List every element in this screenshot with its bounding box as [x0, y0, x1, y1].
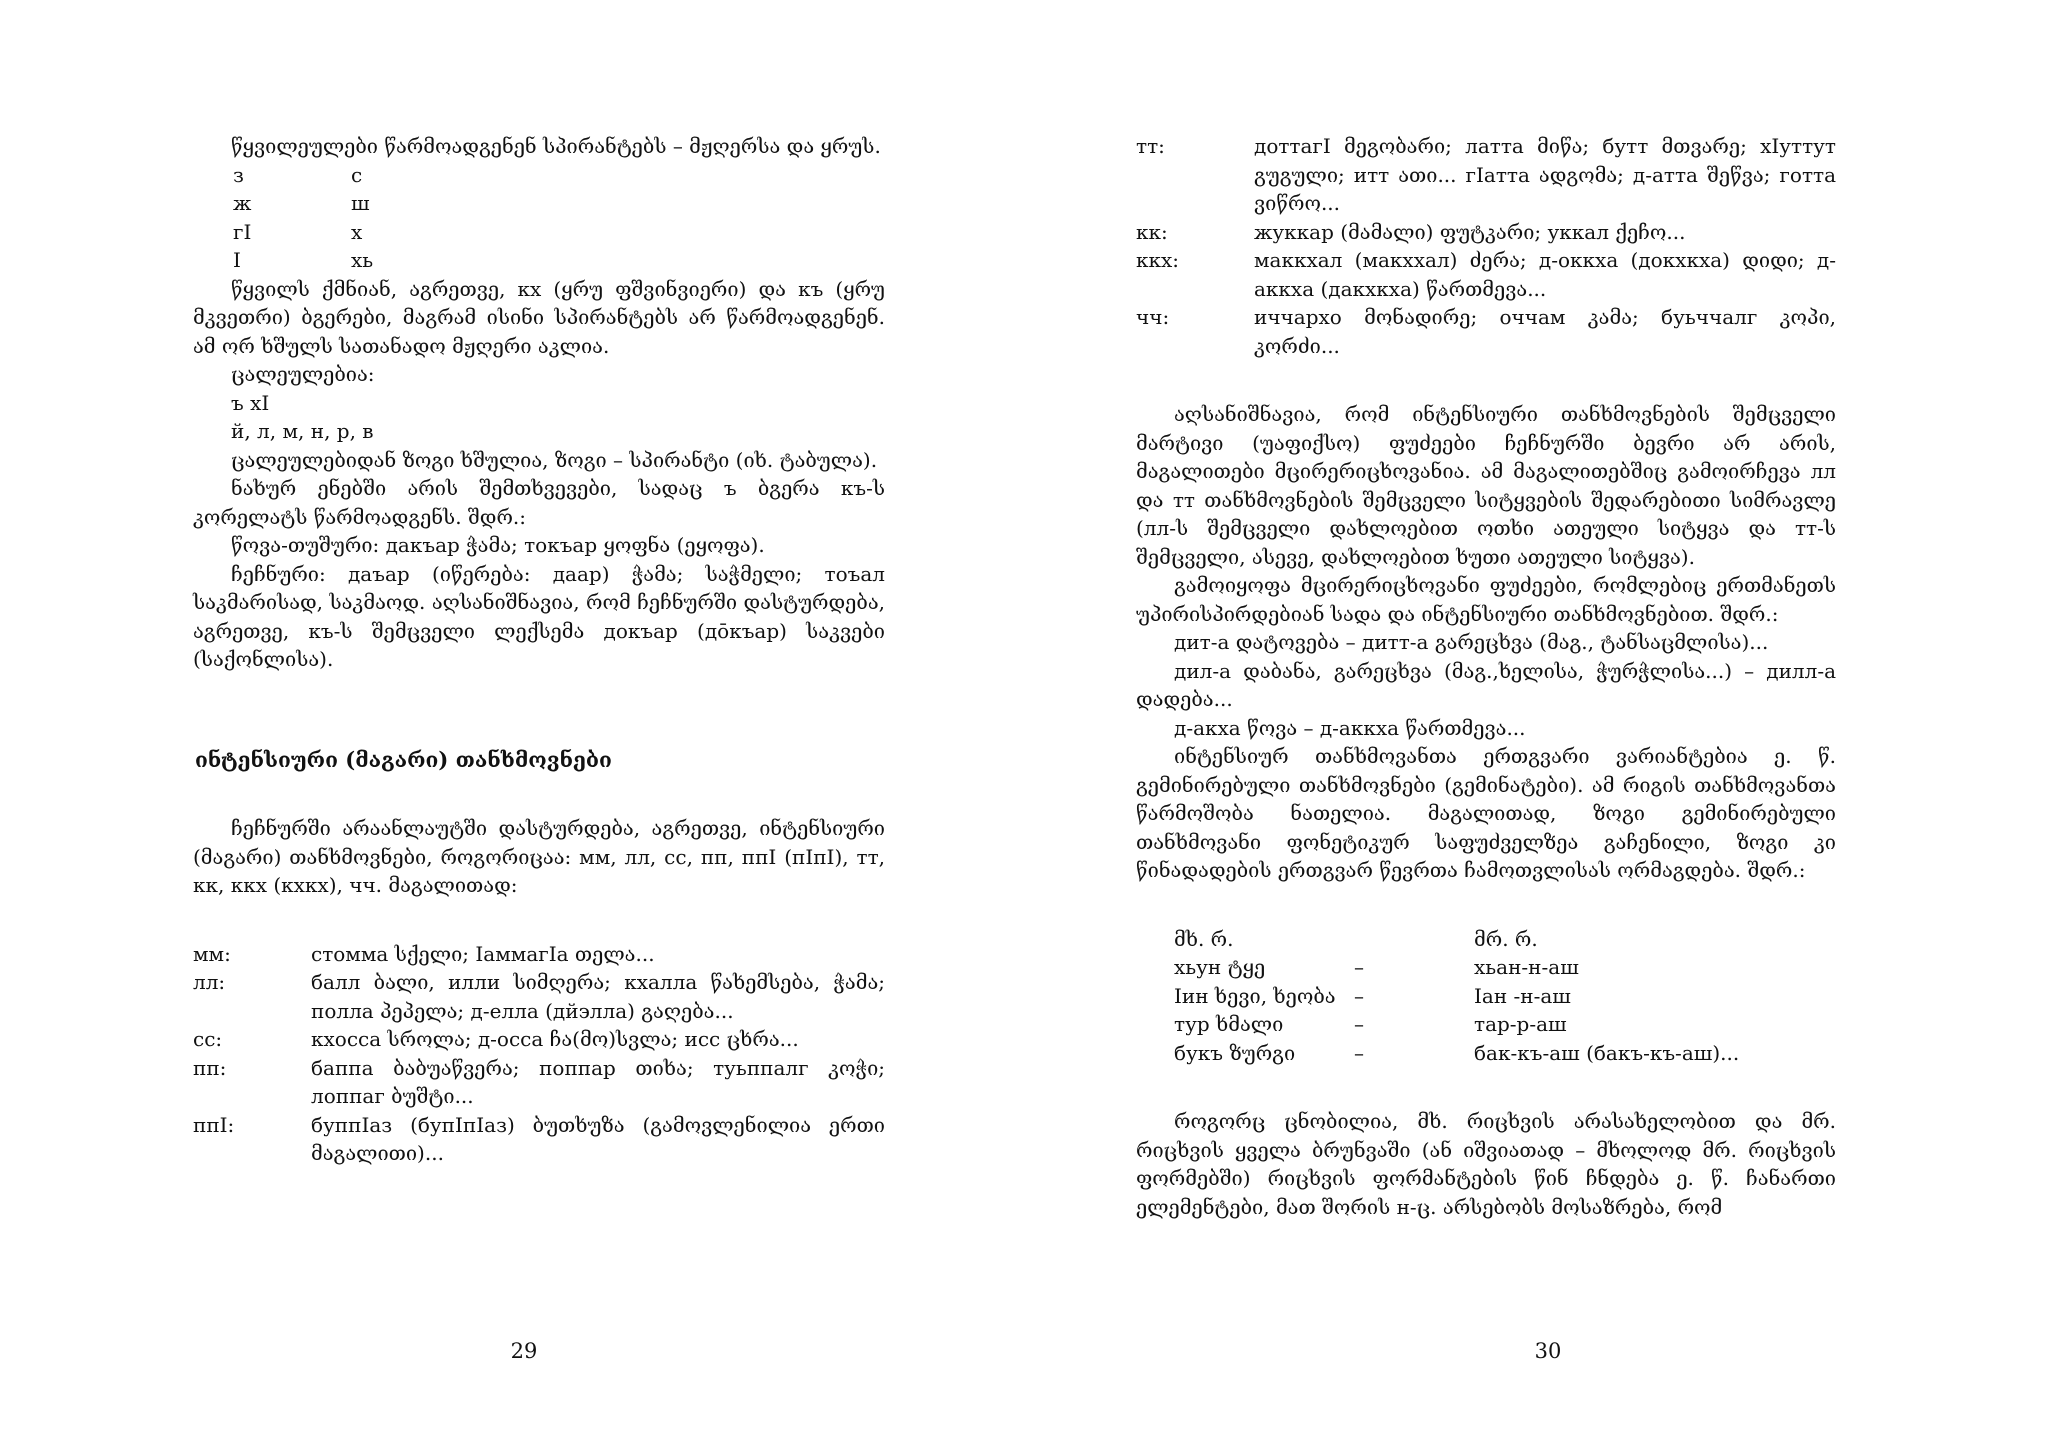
left-text-column — [193, 132, 885, 1168]
pair-voiceless: х — [351, 219, 363, 244]
example-row — [1136, 303, 1836, 360]
minimal-pair-2: дил-а დაბანა, გარეცხვა (მაგ.,ხელისა, ჭურჭლისა...) – дилл-а დადება... — [1136, 658, 1836, 711]
column-plural: მრ. რ. — [1474, 926, 1538, 951]
example-key: ппI: — [193, 1112, 235, 1137]
pair-voiced: I — [233, 248, 241, 272]
cell-singular: тур ხმალი — [1174, 1012, 1284, 1036]
example-value: балл ბალი, илли სიმღერა; кхалла წახემსება, ჭამა; полла პეპელა; д-елла (дйэлла) გაღება... — [311, 970, 885, 1023]
pair-voiced: ж — [233, 191, 252, 215]
minimal-pair-3: д-акха წოვა – д-аккха წართმევა... — [1174, 715, 1526, 740]
example-key: ккх: — [1136, 248, 1180, 272]
example-value: стомма სქელი; IаммагIа თელა... — [311, 941, 655, 966]
minimal-pair-1: дит-а დატოვება – дитт-а გარეცხვა (მაგ., ტანსაცმლისა)... — [1174, 630, 1769, 654]
example-row — [193, 940, 885, 969]
plural-table — [1174, 925, 1836, 1068]
example-key: чч: — [1136, 305, 1170, 329]
right-page — [1024, 0, 2048, 1447]
spacer — [1136, 360, 1836, 400]
paragraph-chech: ჩეჩნური: даъар (იწერება: даар) ჭამა; საჭმელი; тоъал საკმარისად, საკმაოდ. აღსანიშნავია, რომ ჩეჩნურში დასტურდება, აგრეთვე, къ-ს შემცველი ლექსემა докъар (дōкъар) საკვები (საქონლისა). — [193, 561, 885, 671]
single-label: ცალეულებია: — [231, 362, 375, 386]
example-value: иччархо მონადირე; оччам კამა; буьччалг კოპი, კორძი... — [1254, 305, 1836, 358]
spacer — [1136, 1067, 1836, 1107]
example-key: сс: — [193, 1027, 223, 1051]
section-heading: ინტენსიური (მაგარი) თანხმოვნები — [195, 746, 612, 772]
cell-plural: хьан-н-аш — [1474, 955, 1579, 979]
example-value: жуккар (მამალი) ფუტკარი; уккал ქეჩო... — [1254, 219, 1686, 244]
cell-singular: хьун ტყე — [1174, 955, 1266, 979]
cell-dash: – — [1354, 1012, 1364, 1036]
paragraph-pairs-note: წყვილს ქმნიან, აგრეთვე, кх (ყრუ ფშვინვიერი) და къ (ყრუ მკვეთრი) ბგერები, მაგრამ ისინი სპირანტებს არ წარმოადგენენ. ამ ორ ხშულს სათანადო მჟღერი აკლია. — [193, 276, 885, 358]
pair-voiceless: ш — [351, 191, 370, 215]
paragraph-ka: ნახურ ენებში არის შემთხვევები, სადაც ъ ბგერა къ-ს კორელატს წარმოადგენს. შდრ.: — [193, 476, 885, 529]
cell-dash: – — [1354, 983, 1364, 1008]
examples-list — [193, 940, 885, 1168]
paragraph-single-note: ცალეულებიდან ზოგი ხშულია, ზოგი – სპირანტი (იხ. ტაბულა). — [231, 447, 878, 472]
right-text-column — [1136, 132, 1836, 1221]
example-row — [193, 1111, 885, 1168]
page-number: 29 — [510, 1339, 538, 1363]
cell-plural: тар-р-аш — [1474, 1012, 1567, 1036]
table-row — [1174, 953, 1836, 982]
single-list-1: ъ хI — [231, 390, 270, 415]
pair-row — [231, 161, 885, 190]
example-key: пп: — [193, 1055, 227, 1080]
cell-dash: – — [1354, 955, 1364, 979]
example-key: тт: — [1136, 134, 1165, 158]
pair-voiced: гI — [233, 219, 252, 244]
paragraph-intensive: ჩეჩნურში არაანლაუტში დასტურდება, აგრეთვე, ინტენსიური (მაგარი) თანხმოვნები, როგორიცაა: мм, лл, сс, пп, ппI (пIпI), тт, кк, ккх (кхкх), чч. მაგალითად: — [193, 816, 885, 897]
cell-singular: букъ ზურგი — [1174, 1040, 1296, 1065]
page-number: 30 — [1534, 1339, 1562, 1363]
paragraph-note-2: გამოიყოფა მცირერიცხოვანი ფუძეები, რომლებიც ერთმანეთს უპირისპირდებიან სადა და ინტენსიური თანხმოვნებით. შდრ.: — [1136, 573, 1836, 626]
pair-voiceless: хь — [351, 248, 374, 272]
example-row — [1136, 218, 1836, 247]
pair-voiceless: с — [351, 162, 363, 187]
pair-row — [231, 246, 885, 275]
pair-voiced: з — [233, 162, 244, 187]
table-row — [1174, 1039, 1836, 1068]
example-value: буппIаз (бупIпIаз) ბუთხუზა (გამოვლენილია ერთი მაგალითი)... — [311, 1112, 885, 1165]
table-row — [1174, 1010, 1836, 1039]
spacer — [1136, 885, 1836, 925]
spacer — [193, 900, 885, 940]
column-spacer — [1354, 925, 1474, 954]
example-row — [193, 968, 885, 1025]
example-key: кк: — [1136, 219, 1168, 244]
column-singular: მხ. რ. — [1174, 926, 1234, 951]
example-key: мм: — [193, 941, 231, 966]
example-value: баппа ბაბუაწვერა; поппар თიხა; туьппалг კოჭი; лоппаг ბუშტი... — [311, 1055, 885, 1108]
example-row — [193, 1025, 885, 1054]
example-row — [193, 1054, 885, 1111]
paragraph-note-1: აღსანიშნავია, რომ ინტენსიური თანხმოვნების შემცველი მარტივი (უაფიქსო) ფუძეები ჩეჩნურში ბევრი არ არის, მაგალითები მცირერიცხოვანია. ამ მაგალითებშიც გამოირჩევა лл და тт თანხმოვნების შემცველი სიტყვების შედარებითი სიმრავლე (лл-ს შემცველი დახლოებით ოთხი ათეული სიტყვა და тт-ს შემცველი, ასევე, დახლოებით ხუთი ათეული სიტყვა). — [1136, 402, 1836, 569]
example-value: кхосса სროლა; д-осса ჩა(მო)სვლა; исс ცხრა... — [311, 1027, 799, 1051]
consonant-pairs — [231, 161, 885, 275]
example-value: доттагI მეგობარი; латта მიწა; бутт მთვარე; хIуттут გუგული; итт ათი... гIатта ადგომა; д-атта შეწვა; готта ვიწრო... — [1254, 134, 1836, 215]
single-list-2: й, л, м, н, р, в — [231, 419, 374, 443]
cell-dash: – — [1354, 1040, 1364, 1065]
example-key: лл: — [193, 970, 226, 994]
paragraph-note-4: როგორც ცნობილია, მხ. რიცხვის არასახელობით და მრ. რიცხვის ყველა ბრუნვაში (ან იშვიათად – მხოლოდ მრ. რიცხვის ფორმებში) რიცხვის ფორმანტების წინ ჩნდება ე. წ. ჩანართი ელემენტები, მათ შორის н-ც. არსებობს მოსაზრება, რომ — [1136, 1109, 1836, 1219]
paragraph-note-3: ინტენსიურ თანხმოვანთა ერთგვარი ვარიანტებია ე. წ. გემინირებული თანხმოვნები (გემინატები). ამ რიგის თანხმოვანთა წარმოშობა ნათელია. მაგალითად, ზოგი გემინირებული თანხმოვანი ფონეტიკურ საფუძველზეა გაჩენილი, ზოგი კი წინადადების ერთგვარ წევრთა ჩამოთვლისას ორმაგდება. შდრ.: — [1136, 744, 1836, 882]
table-row — [1174, 982, 1836, 1011]
examples-list — [1136, 132, 1836, 360]
table-header — [1174, 925, 1836, 954]
paragraph-intro: წყვილეულები წარმოადგენენ სპირანტებს – მჟღერსა და ყრუს. — [231, 134, 881, 158]
pair-row — [231, 189, 885, 218]
cell-plural: Iан -н-аш — [1474, 983, 1571, 1008]
example-row — [1136, 246, 1836, 303]
cell-plural: бак-къ-аш (бакъ-къ-аш)... — [1474, 1040, 1740, 1065]
pair-row — [231, 218, 885, 247]
example-row — [1136, 132, 1836, 218]
paragraph-tush: წოვა-თუშური: дакъар ჭამა; токъар ყოფნა (ეყოფა). — [231, 533, 765, 557]
cell-singular: Iин ხევი, ხეობა — [1174, 983, 1336, 1008]
example-value: маккхал (макххал) ძერა; д-оккха (докхкха) დიდი; д-аккха (дакхкха) წართმევა... — [1254, 248, 1836, 301]
